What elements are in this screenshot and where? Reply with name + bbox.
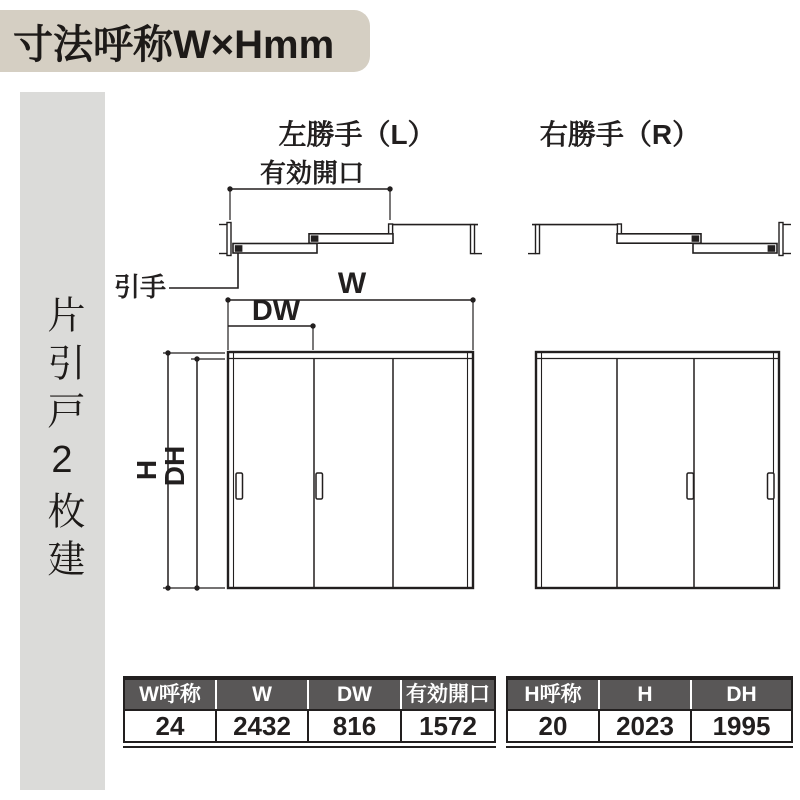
table-header-row [508, 680, 791, 709]
wall-jamb [779, 223, 783, 256]
dim-dot [194, 585, 199, 590]
column-header: 有効開口 [400, 680, 494, 709]
dim-dot [165, 350, 170, 355]
page-title: 寸法呼称W×Hmm [13, 22, 335, 67]
column-header: W呼称 [139, 683, 201, 706]
wall-end [471, 225, 475, 254]
h-dimension-label: H [131, 459, 162, 481]
right-hand-title: 右勝手（R） [539, 119, 701, 150]
front-panel [233, 244, 317, 254]
panel-end-cap [617, 224, 621, 234]
door-pull-handle [316, 473, 323, 499]
left-hand-title: 左勝手（L） [278, 119, 436, 150]
dim-dot [165, 585, 170, 590]
width-dimension-table [123, 676, 496, 748]
column-header: DW [307, 680, 400, 709]
table-underline [123, 746, 496, 748]
back-panel [617, 234, 701, 243]
table-cell: 1572 [400, 711, 494, 741]
wall-end [536, 225, 540, 254]
pull-handle-label: 引手 [114, 272, 167, 302]
panel-end-cap [389, 224, 393, 234]
plan-view-right [528, 223, 791, 256]
table-cell: 1995 [690, 711, 791, 741]
door-pull-handle [768, 473, 775, 499]
table-underline [506, 746, 793, 748]
width-dimensions [225, 267, 475, 350]
height-dimension-table [506, 676, 793, 748]
table-cell: 2432 [215, 711, 307, 741]
door-pull-handle [687, 473, 694, 499]
table-cell: 2023 [598, 711, 690, 741]
door-frame [228, 352, 473, 588]
table-cell: 20 [538, 711, 568, 741]
pull-handle-mark [692, 235, 700, 241]
back-panel [309, 234, 393, 243]
dim-dot [194, 356, 199, 361]
table-value-row [125, 709, 494, 741]
pull-handle-mark [768, 245, 776, 252]
column-header: W [215, 680, 307, 709]
elevation-right [536, 352, 779, 588]
column-header: DH [690, 680, 791, 709]
dh-dimension-label: DH [159, 445, 190, 487]
plan-view-left [114, 158, 482, 302]
door-frame [536, 352, 779, 588]
pull-handle-leader [169, 253, 238, 288]
elevation-left [228, 352, 473, 588]
table-header-row [125, 680, 494, 709]
column-header: H呼称 [524, 683, 582, 706]
table-value-row [508, 709, 791, 741]
table-cell: 816 [307, 711, 400, 741]
door-pull-handle [236, 473, 243, 499]
opening-dimension-label: 有効開口 [259, 158, 365, 188]
wall-jamb [227, 223, 231, 256]
front-panel [693, 244, 777, 254]
category-label: 片引戸2枚建 [41, 295, 83, 587]
pull-handle-mark [235, 245, 243, 252]
height-dimensions [131, 350, 225, 590]
table-cell: 24 [155, 711, 185, 741]
dw-dimension-label: DW [251, 295, 301, 327]
column-header: H [598, 680, 690, 709]
pull-handle-mark [311, 235, 319, 241]
w-dimension-label: W [337, 267, 367, 300]
